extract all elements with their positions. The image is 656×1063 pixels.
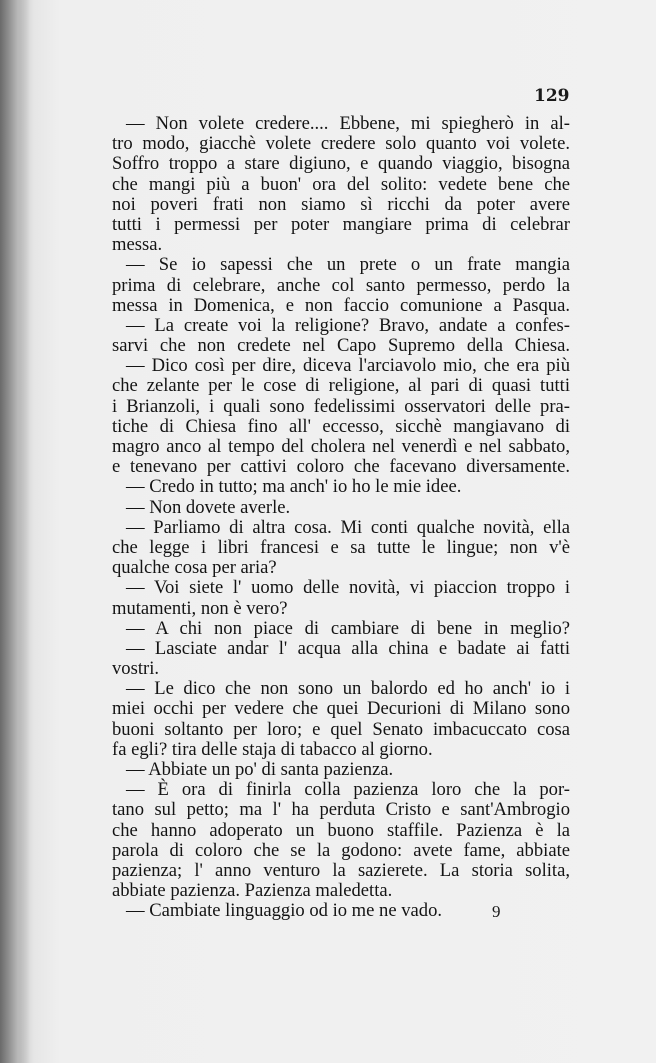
text-line: tro modo, giacchè volete credere solo quanto voi volete. [112, 133, 570, 155]
text-line: che legge i libri francesi e sa tutte le lingue; non v'è [112, 536, 570, 558]
text-line: tano sul petto; ma l' ha perduta Cristo e sant'Ambrogio [112, 799, 570, 821]
text-line: tutti i permessi per poter mangiare prima di celebrar [112, 213, 570, 235]
text-line: — Parliamo di altra cosa. Mi conti qualche novità, ella [126, 516, 570, 538]
text-line: — Credo in tutto; ma anch' io ho le mie idee. [126, 476, 462, 498]
text-line: parola di coloro che se la godono: avete fame, abbiate [112, 839, 570, 861]
text-line: Soffro troppo a stare digiuno, e quando viaggio, bisogna [112, 153, 570, 175]
text-line: pazienza; l' anno venturo la sazierete. La storia solita, [112, 859, 570, 881]
text-line: fa egli? tira delle staja di tabacco al giorno. [112, 738, 433, 760]
text-line: — È ora di finirla colla pazienza loro che la por- [126, 779, 570, 801]
book-gutter-shadow [0, 0, 30, 1063]
text-line: — Non dovete averle. [126, 496, 291, 518]
text-line: che zelante per le cose di religione, al pari di quasi tutti [112, 375, 570, 397]
text-line: che mangi più a buon' ora del solito: vedete bene che [112, 173, 570, 195]
text-line: — Cambiate linguaggio od io me ne vado. [126, 900, 443, 922]
text-line: — La create voi la religione? Bravo, andate a confes- [126, 314, 570, 336]
text-line: magro anco al tempo del cholera nel venerdì e nel sabbato, [112, 436, 570, 457]
text-line: — Le dico che non sono un balordo ed ho anch' io i [126, 678, 570, 700]
signature-mark: 9 [492, 902, 501, 921]
text-line: messa. [112, 234, 163, 256]
text-line: — Non volete credere.... Ebbene, mi spiegherò in al- [126, 113, 570, 134]
text-line: messa in Domenica, e non faccio comunione a Pasqua. [112, 294, 570, 316]
text-line: — Lasciate andar l' acqua alla china e badate ai fatti [126, 637, 570, 659]
text-line: buoni soltanto per loro; e quel Senato imbacuccato cosa [112, 718, 570, 740]
text-line: mutamenti, non è vero? [112, 597, 288, 619]
text-line: sarvi che non credete nel Capo Supremo della Chiesa. [112, 335, 570, 357]
text-line: qualche cosa per aria? [112, 557, 277, 579]
text-line: che hanno adoperato un buono staffile. Pazienza è la [112, 819, 570, 841]
page-number: 129 [534, 86, 570, 106]
text-line: prima di celebrare, anche col santo permesso, perdo la [112, 274, 570, 296]
body-text [112, 114, 570, 922]
text-line: i Brianzoli, i quali sono fedelissimi osservatori delle pra- [112, 395, 570, 417]
text-line: — Abbiate un po' di santa pazienza. [126, 759, 394, 780]
text-line: miei occhi per vedere che quei Decurioni di Milano sono [112, 698, 570, 720]
text-line: e tenevano per cattivi coloro che facevano diversamente. [112, 456, 570, 478]
text-line: — Dico così per dire, diceva l'arciavolo mio, che era più [126, 355, 570, 377]
text-line: abbiate pazienza. Pazienza maledetta. [112, 880, 393, 902]
text-line: vostri. [112, 658, 160, 680]
text-line: — Se io sapessi che un prete o un frate mangia [126, 254, 570, 276]
text-line: noi poveri frati non siamo sì ricchi da poter avere [112, 193, 570, 215]
text-line: tiche di Chiesa fino all' eccesso, sicchè mangiavano di [112, 415, 570, 437]
text-line: — A chi non piace di cambiare di bene in meglio? [126, 617, 570, 639]
text-line: — Voi siete l' uomo delle novità, vi piaccion troppo i [126, 577, 570, 599]
